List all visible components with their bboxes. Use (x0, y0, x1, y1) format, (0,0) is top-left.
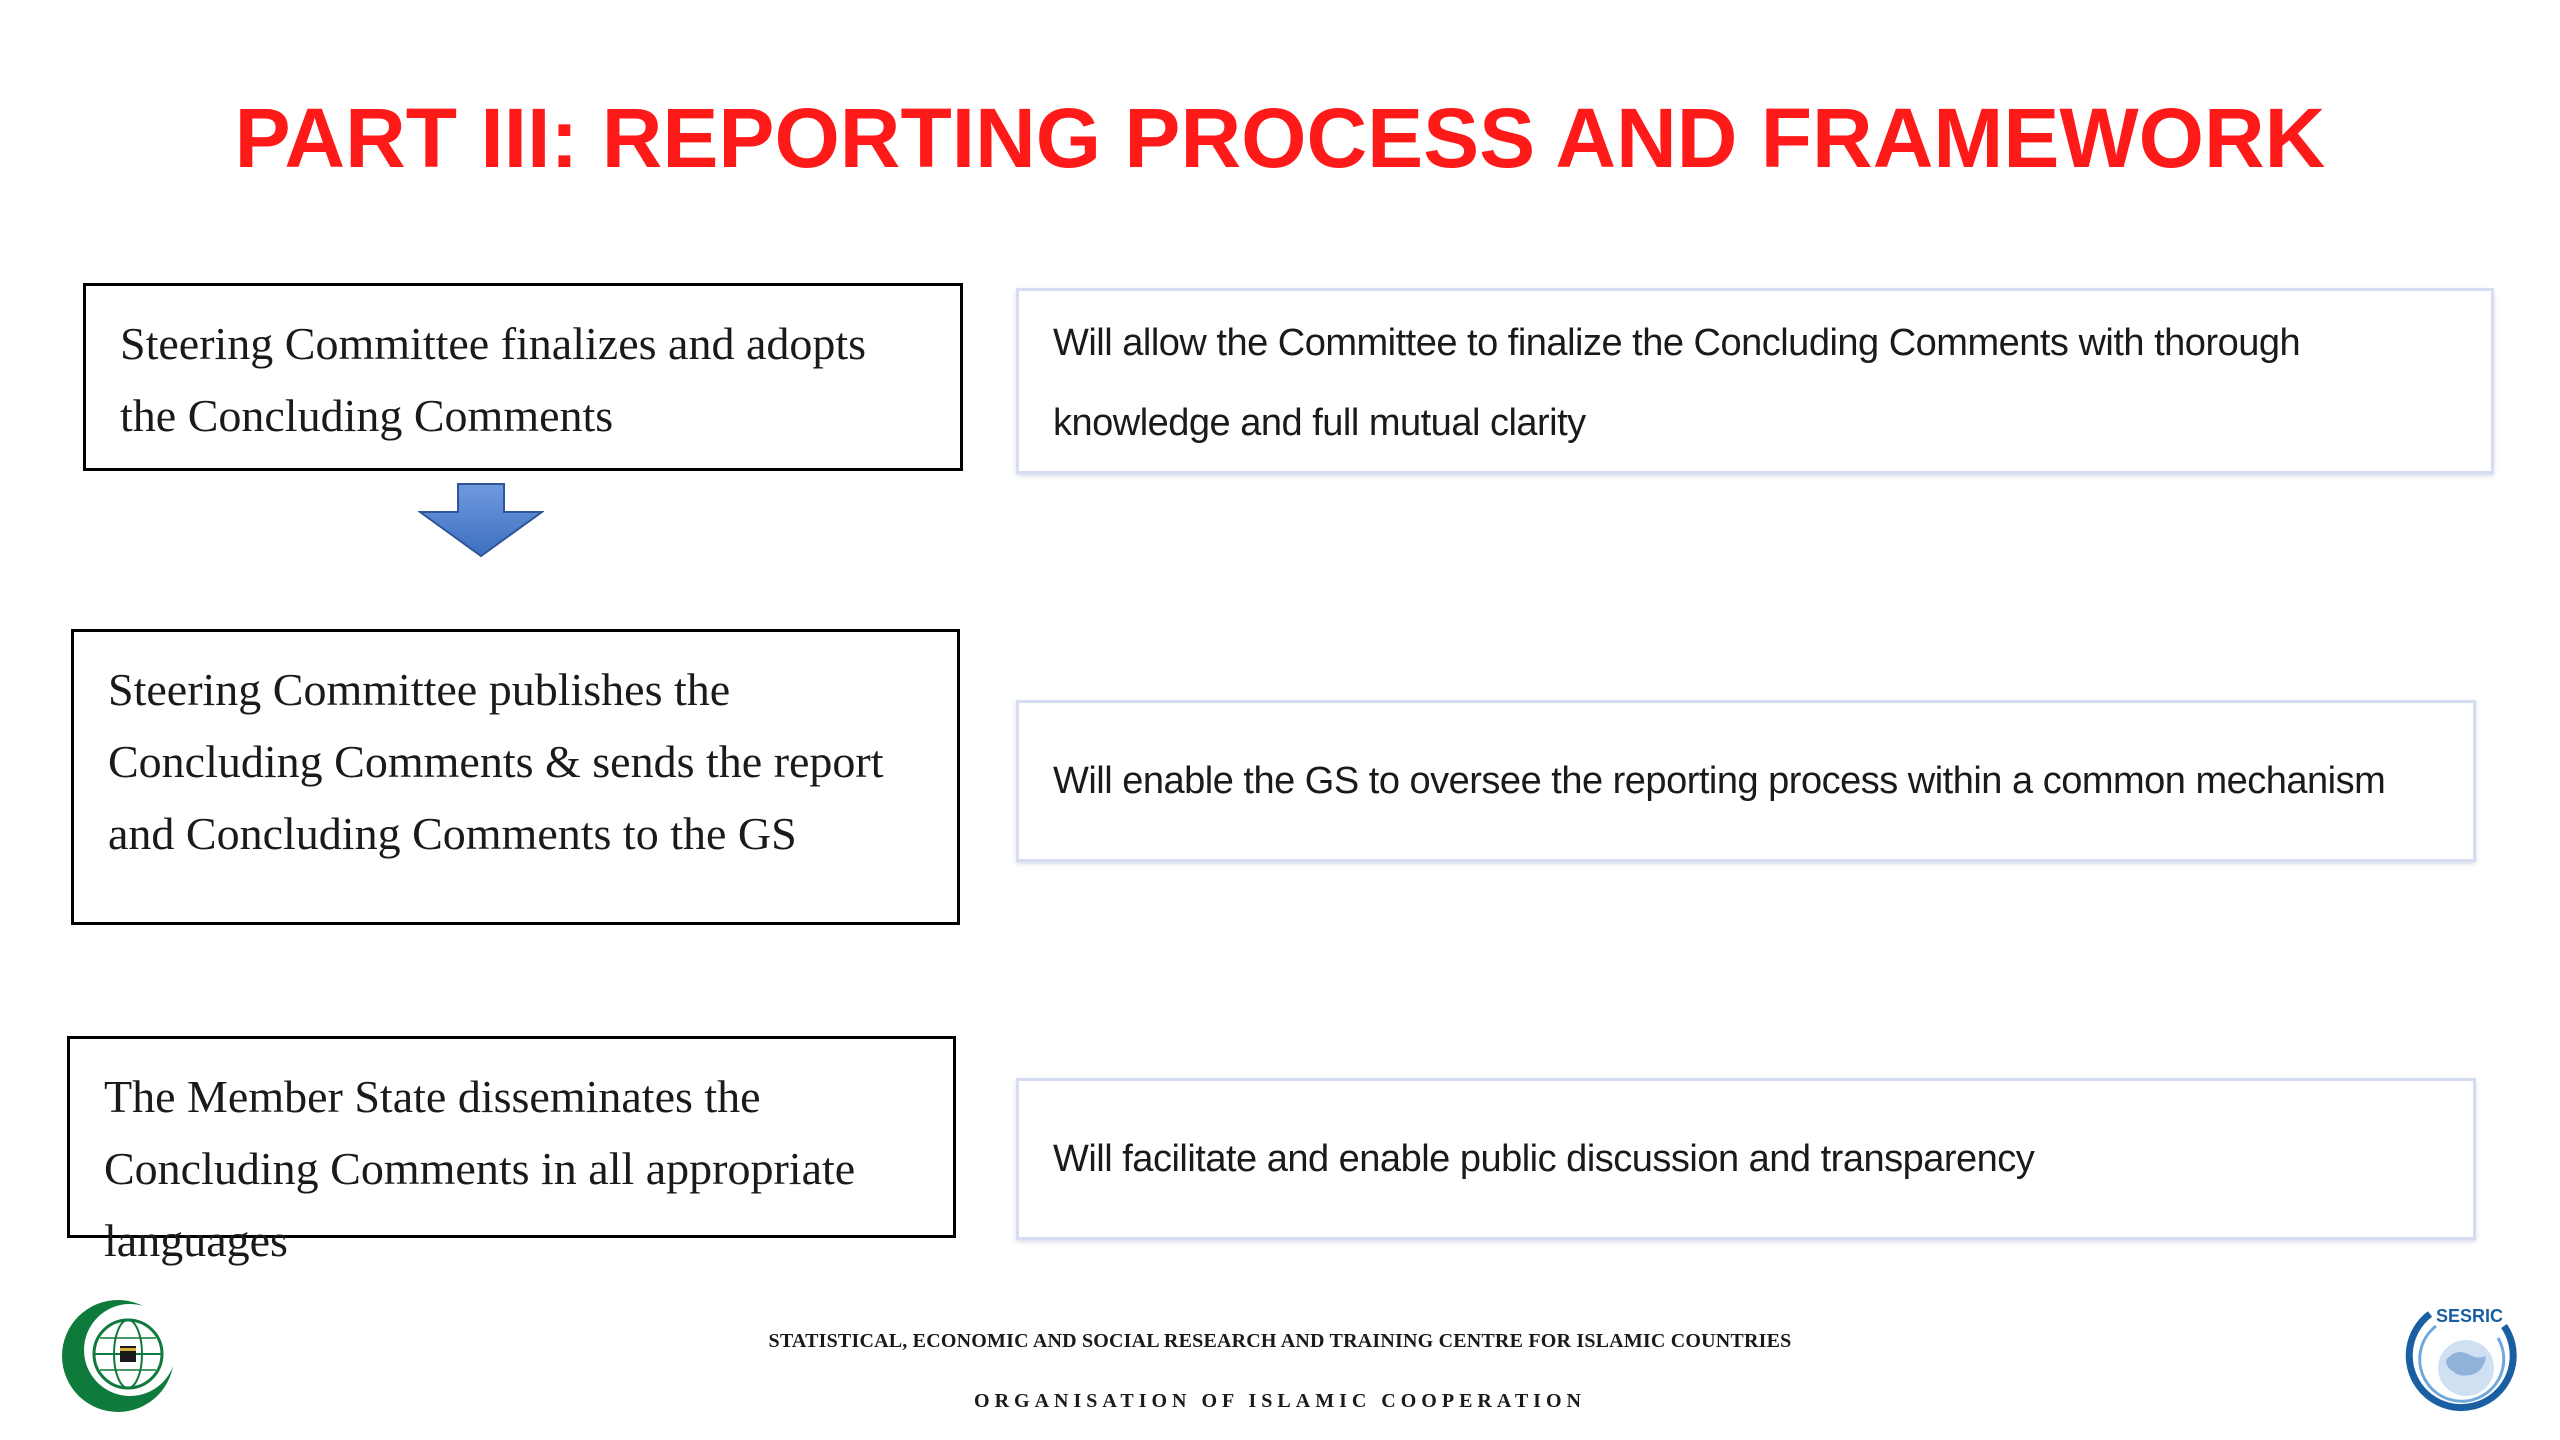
note-box-disseminate (1016, 1078, 2476, 1240)
step-label: The Member State disseminates the Concluding Comments in all appropriate languages (104, 1071, 856, 1266)
note-box-finalize (1016, 288, 2494, 474)
step-label: Steering Committee finalizes and adopts the Concluding Comments (120, 318, 867, 441)
step-box-publish (71, 629, 960, 925)
sesric-logo-text: SESRIC (2436, 1306, 2504, 1326)
slide-title: PART III: REPORTING PROCESS AND FRAMEWORK (234, 91, 2326, 185)
footer-organization-name: STATISTICAL, ECONOMIC AND SOCIAL RESEARCH AND TRAINING CENTRE FOR ISLAMIC COUNTRIES (768, 1330, 1792, 1352)
note-text: Will facilitate and enable public discussion and transparency (1053, 1138, 2035, 1180)
note-text: Will allow the Committee to finalize the Concluding Comments with thorough knowledge and full mutual clarity (1053, 322, 2301, 444)
note-box-publish (1016, 700, 2476, 862)
footer-parent-organization: ORGANISATION OF ISLAMIC COOPERATION (974, 1390, 1586, 1412)
sesric-logo-icon (2400, 1296, 2520, 1416)
step-box-disseminate (67, 1036, 956, 1266)
step-box-finalize (83, 283, 963, 471)
note-text: Will enable the GS to oversee the reporting process within a common mechanism (1053, 760, 2386, 802)
step-label: Steering Committee publishes the Concluding Comments & sends the report and Concluding Comments to the GS (108, 664, 884, 859)
down-arrow-icon (418, 482, 544, 558)
